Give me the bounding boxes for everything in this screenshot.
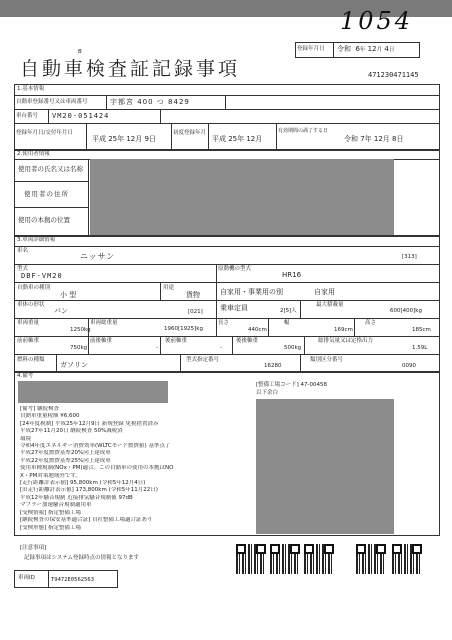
vehicle-weight-label: 車両重量 — [17, 320, 40, 326]
max-load-label: 最大積載量 — [316, 302, 344, 308]
remark-line: [24年度税制] 平成25年12月9日 新規登録 免税措置済み — [20, 420, 159, 427]
registration-date-label: 登録年月日 — [297, 46, 325, 52]
registration-date-value: 令和 6年 12月 4日 — [337, 45, 395, 53]
reg-number-value: 宇都宮 400 つ 8429 — [110, 98, 190, 106]
remark-line: 平成27年11月20日 継続検査 50%減税済 — [20, 428, 123, 435]
displacement-label: 総排気量又は定格出力 — [318, 338, 374, 344]
document-number: 471230471145 — [368, 71, 419, 79]
initial-reg-label: 初度登録年月 — [173, 130, 207, 136]
remark-line: マフラー加速騒音規制適用車 — [20, 502, 92, 509]
width-label: 幅 — [284, 320, 290, 326]
engine-label: 原動機の型式 — [218, 266, 252, 272]
model-label: 型式 — [17, 266, 29, 272]
user-name-label: 使用者の氏名又は名称 — [18, 165, 83, 173]
remark-line: [受検形態] 指定整備工場 — [20, 524, 82, 531]
maintenance-note: 以下余白 — [256, 390, 279, 396]
length-value: 440cm — [248, 327, 267, 333]
front-rear-axle-label: 前後軸重 — [90, 338, 113, 344]
user-address-label: 使用者の住所 — [24, 190, 69, 198]
remark-line: 平成22年度燃費基準25%向上達成車 — [20, 457, 111, 464]
front-rear-axle-value: - — [156, 345, 158, 351]
remark-line: X・PM対策地域外です。 — [20, 472, 81, 479]
max-load-value: 600[400]kg — [390, 308, 422, 314]
remark-line: [備考] 継続検査 — [20, 406, 60, 412]
vehicle-id-value: T9472E0562563 — [51, 577, 95, 583]
qr-code-5 — [392, 544, 422, 574]
remark-line: 環境 — [20, 435, 32, 442]
qr-code-1 — [236, 544, 266, 574]
section2-heading: 2.使用者情報 — [17, 151, 50, 157]
gross-weight-value: 1960[1925]kg — [164, 326, 203, 332]
remark-line: 平成12年騒音規制 近接排気騒音規制値 97dB — [20, 494, 133, 501]
vehicle-kind-label: 自動車の種別 — [17, 285, 51, 291]
remark-line: 令和4年度エネルギー消費効率(WLTCモード燃費値) 基準点了 — [20, 443, 171, 450]
use-value: 貨物 — [186, 291, 200, 299]
remark-line: 平成27年度燃費基準20%向上達成車 — [20, 450, 111, 457]
maker-code: [313] — [402, 254, 417, 260]
rear-rear-axle-value: 500kg — [284, 345, 302, 351]
chassis-value: VM20-051424 — [52, 112, 110, 120]
body-shape-value: バン — [54, 307, 68, 315]
purpose-value: 自家用 — [314, 288, 335, 296]
gross-weight-label: 車両総重量 — [90, 320, 118, 326]
height-value: 185cm — [412, 327, 431, 333]
displacement-value: 1.59L — [412, 345, 428, 351]
redacted-user-info — [90, 159, 394, 235]
type-designation-value: 16280 — [264, 363, 282, 369]
chassis-label: 車台番号 — [16, 113, 39, 119]
redacted-remarks-right — [256, 399, 394, 534]
model-value: DBF-VM20 — [21, 272, 63, 280]
first-reg-value: 平成 25年 12月 9日 — [92, 135, 156, 143]
maker-label: 車名 — [17, 248, 29, 254]
page-title: 自動車検査証記録事項 — [20, 58, 241, 80]
height-label: 高さ — [365, 320, 377, 326]
front-front-axle-label: 前前軸重 — [17, 338, 40, 344]
remark-line: [受検情報] 指定整備工場 — [20, 509, 82, 516]
vehicle-id-label: 車両ID — [18, 575, 35, 581]
type-designation-label: 型式指定番号 — [186, 357, 220, 363]
rear-front-axle-label: 後前軸重 — [165, 338, 188, 344]
remark-line: [旧走行距離計表示値] 173,800km (令和5年11月22日) — [20, 487, 158, 494]
remark-line: 使用車種規制(NOx・PM)適合。この自動車の使用の本拠はNO — [20, 465, 174, 472]
redacted-remarks-top — [18, 381, 168, 403]
remarks-list — [20, 406, 254, 532]
vehicle-weight-value: 1250kg — [70, 327, 91, 333]
fuel-type-label: 燃料の種類 — [17, 357, 45, 363]
notice-title: [注意事項] — [20, 545, 47, 551]
remark-line: [走行距離計表示値] 95,800km (令和5年12月4日) — [20, 480, 146, 487]
title-prefix: B — [78, 49, 82, 55]
vehicle-kind-value: 小 型 — [60, 291, 77, 299]
capacity-value: 2[5]人 — [280, 308, 297, 314]
length-label: 長さ — [218, 320, 230, 326]
capacity-label: 乗車定員 — [220, 304, 248, 312]
body-shape-label: 車体の形状 — [17, 302, 45, 308]
maker-value: ニッサン — [80, 252, 116, 261]
initial-reg-value: 平成 25年 12月 — [212, 135, 263, 143]
remark-line: 自動車重量税額 ¥6,600 — [20, 413, 80, 420]
rear-front-axle-value: - — [220, 345, 222, 351]
rear-rear-axle-label: 後後軸重 — [236, 338, 259, 344]
handwritten-number: 1054 — [340, 7, 414, 35]
qr-code-2 — [270, 544, 300, 574]
width-value: 169cm — [334, 327, 353, 333]
expiry-value: 令和 7年 12月 8日 — [344, 135, 404, 143]
front-front-axle-value: 750kg — [70, 345, 88, 351]
reg-number-label: 自動車登録番号又は車両番号 — [16, 99, 88, 105]
classification-value: 0090 — [402, 363, 416, 369]
classification-label: 類別区分番号 — [310, 357, 344, 363]
expiry-label: 有効期間の満了する日 — [278, 128, 329, 134]
engine-value: HR16 — [282, 271, 302, 279]
maintenance-code: [整備工場コード] 47-00458 — [256, 382, 328, 388]
section3-heading: 3.車両詳細情報 — [17, 237, 56, 243]
first-reg-label: 登録年月日/交付年月日 — [16, 130, 73, 136]
fuel-type-value: ガソリン — [60, 361, 88, 369]
qr-code-4 — [356, 544, 386, 574]
remark-line: [継続検査の保安基準適合証] 自社整備工場適合証あり — [20, 517, 153, 524]
purpose-label: 自家用・事業用の別 — [220, 288, 283, 296]
notice-text: 記録事項はシステム登録時点の情報となります — [24, 555, 139, 561]
use-label: 用途 — [163, 285, 175, 291]
body-shape-code: [021] — [188, 309, 203, 315]
qr-code-3 — [304, 544, 334, 574]
section4-heading: 4.備考 — [17, 373, 34, 379]
section1-heading: 1.基本情報 — [17, 86, 45, 92]
base-location-label: 使用の本拠の位置 — [18, 216, 70, 224]
